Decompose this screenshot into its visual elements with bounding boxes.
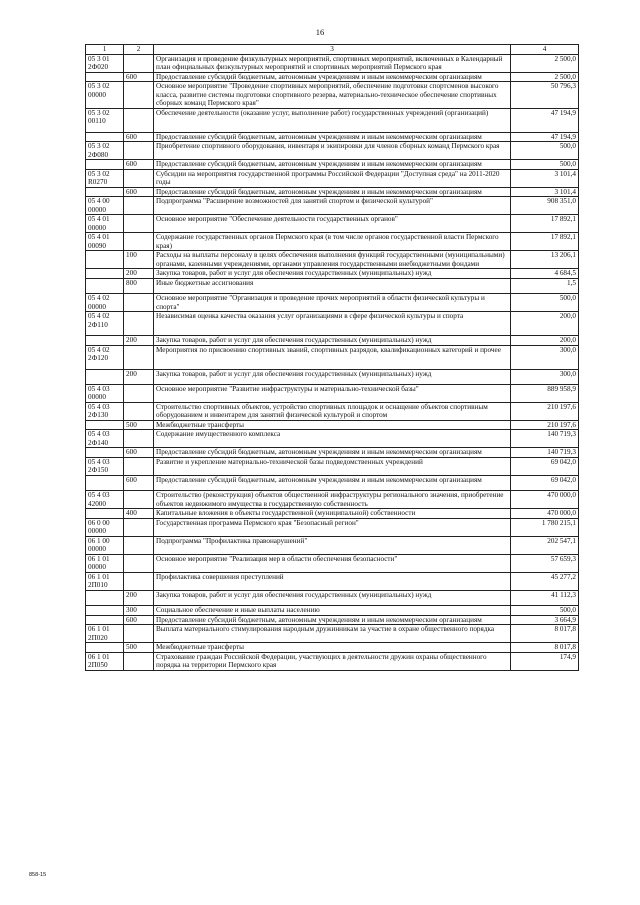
table-row [86, 187, 579, 196]
cell-code [86, 269, 124, 278]
cell-code [86, 448, 124, 457]
cell-amount: 200,0 [511, 336, 579, 345]
cell-kind [124, 345, 154, 369]
cell-amount: 500,0 [511, 142, 579, 160]
cell-name: Приобретение спортивного оборудования, инвентаря и экипировки для членов сборных команд Пермского края [154, 142, 511, 160]
cell-amount: 47 194,9 [511, 132, 579, 141]
table-row [86, 160, 579, 169]
cell-kind [124, 142, 154, 160]
cell-amount: 47 194,9 [511, 108, 579, 132]
cell-name: Подпрограмма "Расширение возможностей для занятий спортом и физической культурой" [154, 197, 511, 215]
cell-kind: 100 [124, 251, 154, 269]
cell-code [86, 278, 124, 293]
cell-name: Мероприятия по присвоению спортивных званий, спортивных разрядов, квалификационных категорий и прочее [154, 345, 511, 369]
cell-kind: 200 [124, 369, 154, 384]
table-row [86, 430, 579, 448]
cell-name: Страхование граждан Российской Федерации, участвующих в деятельности дружин охраны общественного порядка на территории Пермского края [154, 652, 511, 670]
cell-name: Строительство (реконструкция) объектов общественной инфраструктуры регионального значения, приобретение объектов недвижимого имущества в государственную собственность [154, 491, 511, 509]
cell-code: 05 3 02 00110 [86, 108, 124, 132]
cell-kind: 600 [124, 448, 154, 457]
cell-amount: 50 796,3 [511, 82, 579, 108]
cell-kind [124, 402, 154, 420]
cell-amount: 13 206,1 [511, 251, 579, 269]
cell-code: 05 4 01 00090 [86, 233, 124, 251]
cell-amount: 1 780 215,1 [511, 518, 579, 536]
cell-code: 05 4 01 00000 [86, 215, 124, 233]
table-row [86, 312, 579, 336]
cell-kind [124, 215, 154, 233]
cell-code [86, 160, 124, 169]
cell-kind: 500 [124, 420, 154, 429]
cell-name: Основное мероприятие "Организация и проведение прочих мероприятий в области физической культуры и спорта" [154, 294, 511, 312]
cell-code [86, 643, 124, 652]
table-row [86, 197, 579, 215]
cell-amount: 3 664,9 [511, 615, 579, 624]
cell-kind: 200 [124, 269, 154, 278]
cell-amount: 17 892,1 [511, 233, 579, 251]
cell-code: 05 4 02 2Ф120 [86, 345, 124, 369]
cell-kind: 600 [124, 72, 154, 81]
cell-code: 05 3 02 R0270 [86, 169, 124, 187]
cell-code: 05 4 03 2Ф140 [86, 430, 124, 448]
header-col-3: 3 [154, 45, 511, 55]
cell-kind: 500 [124, 643, 154, 652]
cell-amount: 300,0 [511, 369, 579, 384]
table-row [86, 448, 579, 457]
cell-code [86, 251, 124, 269]
cell-amount: 470 000,0 [511, 509, 579, 518]
cell-amount: 174,9 [511, 652, 579, 670]
table-row [86, 606, 579, 615]
cell-kind [124, 384, 154, 402]
cell-amount: 45 277,2 [511, 572, 579, 590]
header-col-2: 2 [124, 45, 154, 55]
cell-code: 06 1 01 00000 [86, 554, 124, 572]
cell-name: Основное мероприятие "Обеспечение деятельности государственных органов" [154, 215, 511, 233]
cell-name: Капитальные вложения в объекты государственной (муниципальной) собственности [154, 509, 511, 518]
table-row [86, 554, 579, 572]
cell-name: Закупка товаров, работ и услуг для обеспечения государственных (муниципальных) нужд [154, 369, 511, 384]
cell-code: 06 1 01 2П050 [86, 652, 124, 670]
cell-name: Содержание имущественного комплекса [154, 430, 511, 448]
cell-amount: 500,0 [511, 606, 579, 615]
cell-name: Предоставление субсидий бюджетным, автономным учреждениям и иным некоммерческим организациям [154, 132, 511, 141]
cell-name: Предоставление субсидий бюджетным, автономным учреждениям и иным некоммерческим организациям [154, 475, 511, 490]
cell-amount: 2 500,0 [511, 72, 579, 81]
cell-kind [124, 491, 154, 509]
cell-name: Закупка товаров, работ и услуг для обеспечения государственных (муниципальных) нужд [154, 269, 511, 278]
cell-amount: 210 197,6 [511, 402, 579, 420]
cell-kind [124, 169, 154, 187]
cell-kind [124, 536, 154, 554]
table-row [86, 615, 579, 624]
cell-code [86, 187, 124, 196]
table-row [86, 169, 579, 187]
cell-code [86, 606, 124, 615]
cell-code [86, 615, 124, 624]
table-row [86, 384, 579, 402]
cell-code [86, 590, 124, 605]
cell-name: Предоставление субсидий бюджетным, автономным учреждениям и иным некоммерческим организациям [154, 72, 511, 81]
cell-kind: 600 [124, 475, 154, 490]
table-row [86, 590, 579, 605]
cell-kind [124, 233, 154, 251]
table-row [86, 509, 579, 518]
cell-code [86, 132, 124, 141]
cell-code: 05 3 01 2Ф020 [86, 55, 124, 73]
cell-name: Независимая оценка качества оказания услуг организациями в сфере физической культуры и спорта [154, 312, 511, 336]
cell-amount: 500,0 [511, 294, 579, 312]
cell-code: 05 4 03 42000 [86, 491, 124, 509]
cell-kind [124, 312, 154, 336]
cell-name: Подпрограмма "Профилактика правонарушений" [154, 536, 511, 554]
cell-code: 05 4 00 00000 [86, 197, 124, 215]
cell-name: Организация и проведение физкультурных мероприятий, спортивных мероприятий, включенных в Календарный план официальных физкультурных мероприятий и спортивных мероприятий Пермского края [154, 55, 511, 73]
cell-kind [124, 55, 154, 73]
cell-code: 05 4 02 00000 [86, 294, 124, 312]
cell-kind: 200 [124, 336, 154, 345]
cell-name: Обеспечение деятельности (оказание услуг, выполнение работ) государственных учреждений (организаций) [154, 108, 511, 132]
cell-amount: 889 958,9 [511, 384, 579, 402]
cell-amount: 41 112,3 [511, 590, 579, 605]
table-row [86, 215, 579, 233]
cell-amount: 17 892,1 [511, 215, 579, 233]
cell-amount: 8 017,8 [511, 643, 579, 652]
cell-kind [124, 82, 154, 108]
budget-table [85, 44, 579, 671]
table-row [86, 72, 579, 81]
cell-name: Социальное обеспечение и иные выплаты населению [154, 606, 511, 615]
cell-code: 06 0 00 00000 [86, 518, 124, 536]
cell-amount: 300,0 [511, 345, 579, 369]
cell-kind [124, 457, 154, 475]
cell-kind [124, 197, 154, 215]
cell-code: 05 3 02 00000 [86, 82, 124, 108]
cell-code: 05 4 03 2Ф130 [86, 402, 124, 420]
cell-code: 06 1 00 00000 [86, 536, 124, 554]
cell-name: Предоставление субсидий бюджетным, автономным учреждениям и иным некоммерческим организациям [154, 615, 511, 624]
header-col-1: 1 [86, 45, 124, 55]
cell-amount: 210 197,6 [511, 420, 579, 429]
cell-code: 06 1 01 2П010 [86, 572, 124, 590]
cell-name: Закупка товаров, работ и услуг для обеспечения государственных (муниципальных) нужд [154, 336, 511, 345]
table-row [86, 420, 579, 429]
cell-kind: 600 [124, 615, 154, 624]
cell-amount: 470 000,0 [511, 491, 579, 509]
cell-code [86, 509, 124, 518]
cell-kind: 200 [124, 590, 154, 605]
cell-code [86, 369, 124, 384]
cell-kind [124, 652, 154, 670]
cell-name: Предоставление субсидий бюджетным, автономным учреждениям и иным некоммерческим организациям [154, 187, 511, 196]
cell-name: Расходы на выплаты персоналу в целях обеспечения выполнения функций государственными (муниципальными) органами, казенными учреждениями, органами управления государственными внебюджетными фондами [154, 251, 511, 269]
cell-name: Государственная программа Пермского края "Безопасный регион" [154, 518, 511, 536]
table-row [86, 142, 579, 160]
table-row [86, 233, 579, 251]
table-row [86, 457, 579, 475]
table-row [86, 369, 579, 384]
cell-name: Развитие и укрепление материально-технической базы подведомственных учреждений [154, 457, 511, 475]
cell-amount: 202 547,1 [511, 536, 579, 554]
cell-name: Основное мероприятие "Развитие инфраструктуры и материально-технической базы" [154, 384, 511, 402]
cell-kind [124, 294, 154, 312]
cell-amount: 140 719,3 [511, 430, 579, 448]
cell-amount: 4 684,5 [511, 269, 579, 278]
cell-kind [124, 572, 154, 590]
cell-amount: 908 351,0 [511, 197, 579, 215]
table-row [86, 518, 579, 536]
cell-amount: 500,0 [511, 160, 579, 169]
cell-code: 06 1 01 2П020 [86, 625, 124, 643]
cell-name: Предоставление субсидий бюджетным, автономным учреждениям и иным некоммерческим организациям [154, 160, 511, 169]
table-row [86, 108, 579, 132]
cell-name: Профилактика совершения преступлений [154, 572, 511, 590]
table-row [86, 652, 579, 670]
cell-amount: 140 719,3 [511, 448, 579, 457]
cell-code [86, 475, 124, 490]
cell-kind: 300 [124, 606, 154, 615]
cell-amount: 69 042,0 [511, 457, 579, 475]
table-row [86, 475, 579, 490]
page-number: 16 [315, 27, 325, 37]
cell-code [86, 336, 124, 345]
cell-amount: 69 042,0 [511, 475, 579, 490]
cell-kind: 600 [124, 132, 154, 141]
table-row [86, 572, 579, 590]
cell-kind: 600 [124, 187, 154, 196]
cell-amount: 8 017,8 [511, 625, 579, 643]
cell-amount: 57 659,3 [511, 554, 579, 572]
cell-name: Предоставление субсидий бюджетным, автономным учреждениям и иным некоммерческим организациям [154, 448, 511, 457]
cell-amount: 1,5 [511, 278, 579, 293]
cell-name: Иные бюджетные ассигнования [154, 278, 511, 293]
cell-code [86, 72, 124, 81]
table-row [86, 132, 579, 141]
table-row [86, 536, 579, 554]
cell-name: Межбюджетные трансферты [154, 643, 511, 652]
cell-kind [124, 554, 154, 572]
table-row [86, 269, 579, 278]
cell-code: 05 4 03 2Ф150 [86, 457, 124, 475]
cell-kind [124, 430, 154, 448]
cell-amount: 2 500,0 [511, 55, 579, 73]
table-row [86, 82, 579, 108]
table-row [86, 643, 579, 652]
cell-name: Строительство спортивных объектов, устройство спортивных площадок и оснащение объектов спортивным оборудованием и инвентарем для занятий физической культурой и спортом [154, 402, 511, 420]
table-row [86, 55, 579, 73]
cell-kind [124, 625, 154, 643]
footer-code: 858-15 [29, 872, 47, 878]
cell-name: Содержание государственных органов Пермского края (в том числе органов государственной власти Пермского края) [154, 233, 511, 251]
table-row [86, 294, 579, 312]
cell-name: Субсидии на мероприятия государственной программы Российской Федерации "Доступная среда" на 2011-2020 годы [154, 169, 511, 187]
cell-kind [124, 108, 154, 132]
cell-name: Основное мероприятие "Проведение спортивных мероприятий, обеспечение подготовки спортсменов высокого класса, развитие системы подготовки спортивного резерва, материально-техническое обеспечение спортивных сборных команд Пермского края" [154, 82, 511, 108]
cell-amount: 200,0 [511, 312, 579, 336]
table-row [86, 402, 579, 420]
cell-code: 05 3 02 2Ф080 [86, 142, 124, 160]
cell-name: Межбюджетные трансферты [154, 420, 511, 429]
cell-kind: 400 [124, 509, 154, 518]
cell-amount: 3 101,4 [511, 187, 579, 196]
header-row [86, 45, 579, 55]
cell-code: 05 4 02 2Ф110 [86, 312, 124, 336]
cell-name: Закупка товаров, работ и услуг для обеспечения государственных (муниципальных) нужд [154, 590, 511, 605]
cell-kind: 800 [124, 278, 154, 293]
cell-kind: 600 [124, 160, 154, 169]
table-row [86, 491, 579, 509]
cell-code: 05 4 03 00000 [86, 384, 124, 402]
cell-name: Основное мероприятие "Реализация мер в области обеспечения безопасности" [154, 554, 511, 572]
table-row [86, 336, 579, 345]
header-col-4: 4 [511, 45, 579, 55]
table-row [86, 625, 579, 643]
table-row [86, 345, 579, 369]
table-row [86, 278, 579, 293]
cell-kind [124, 518, 154, 536]
cell-code [86, 420, 124, 429]
table-row [86, 251, 579, 269]
cell-amount: 3 101,4 [511, 169, 579, 187]
cell-name: Выплата материального стимулирования народным дружинникам за участие в охране общественного порядка [154, 625, 511, 643]
